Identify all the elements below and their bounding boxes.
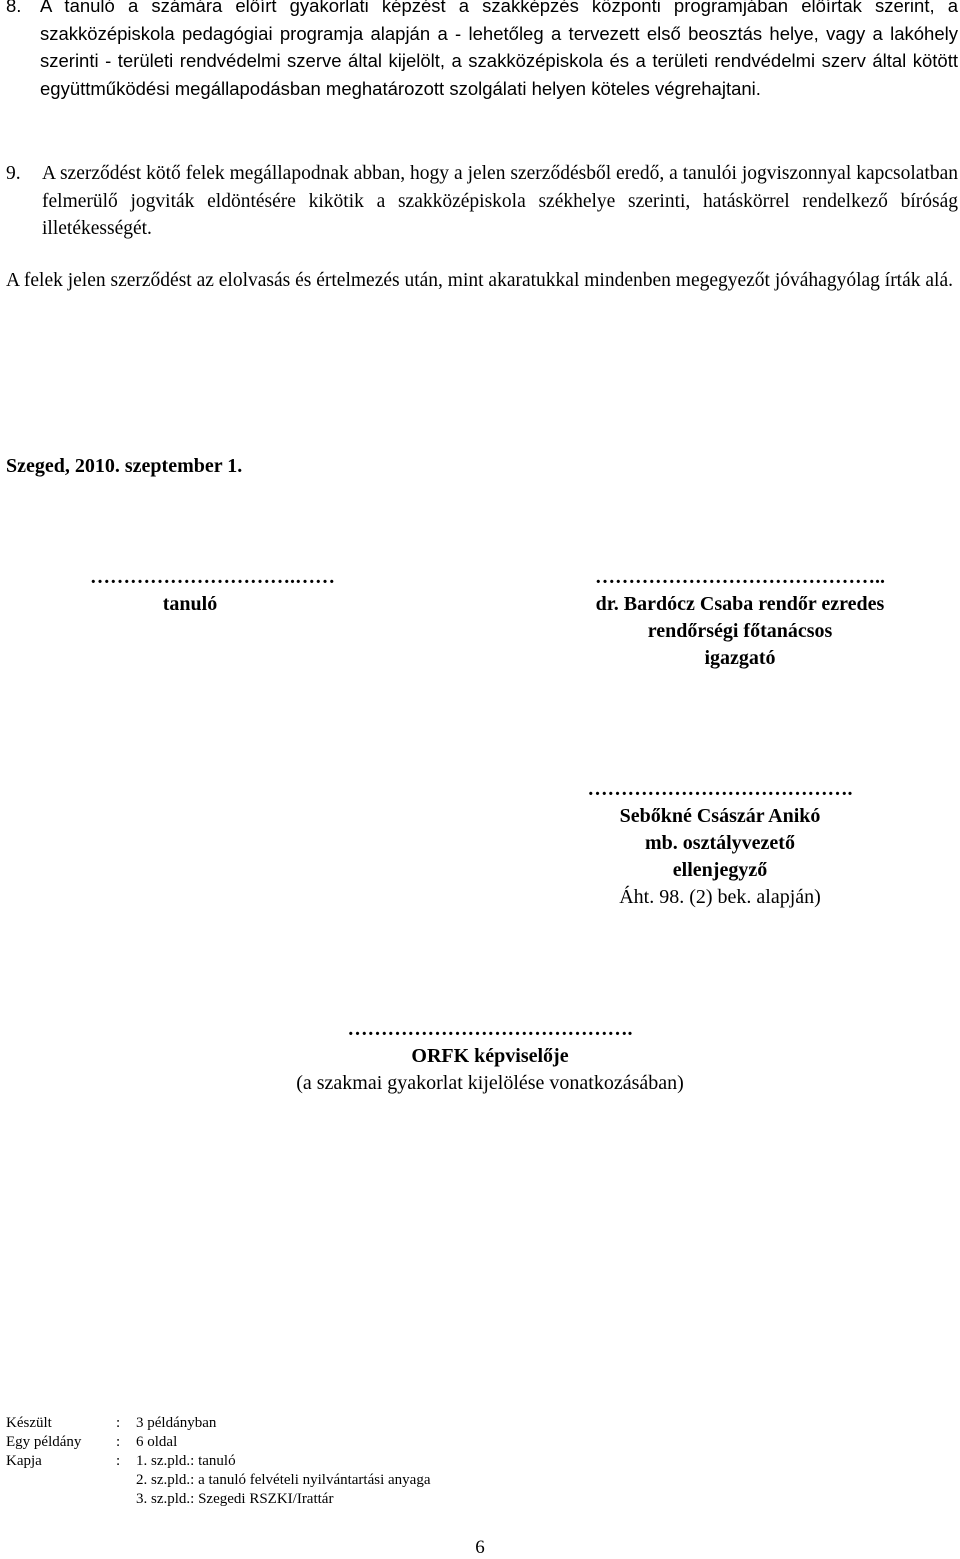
footer-value: 2. sz.pld.: a tanuló felvételi nyilvántartási anyaga bbox=[136, 1472, 431, 1488]
clause-text: A tanuló a számára előírt gyakorlati képzést a szakképzés központi programjában előírtak szerint, a szakközépiskola pedagógiai programja alapján a - lehetőleg a tervezett első beosztás helye, vagy a lakóhely szerinti - területi rendvédelmi szerve által kijelölt, a szakközépiskola és a területi rendvédelmi szerv által kötött együttműködési megállapodásban meghatározott szolgálati helyen köteles végrehajtani. bbox=[40, 0, 958, 99]
closing-statement: A felek jelen szerződést az elolvasás és értelmezés után, mint akaratukkal mindenben megegyezőt jóváhagyólag írták alá. bbox=[6, 270, 953, 291]
page-number: 6 bbox=[475, 1537, 485, 1558]
footer-row bbox=[6, 1471, 431, 1490]
footer-row bbox=[6, 1414, 431, 1433]
footer-key: Készült bbox=[6, 1415, 52, 1431]
signature-block-director bbox=[520, 564, 960, 672]
footer-key: Kapja bbox=[6, 1453, 42, 1469]
clause-text: A szerződést kötő felek megállapodnak abban, hogy a jelen szerződésből eredő, a tanulói jogviszonnyal kapcsolatban felmerülő jogviták eldöntésére kikötik a szakközépiskola székhelye szerinti, hatáskörrel rendelkező bíróság illetékességét. bbox=[42, 163, 958, 239]
distribution-footer bbox=[6, 1414, 431, 1509]
signature-line: …………………………………. bbox=[587, 778, 853, 800]
signature-line: ……………………………………. bbox=[347, 1018, 633, 1040]
footer-row bbox=[6, 1490, 431, 1509]
clause-9 bbox=[6, 160, 958, 243]
footer-key bbox=[6, 1471, 116, 1490]
footer-value: 1. sz.pld.: tanuló bbox=[136, 1453, 236, 1469]
place-and-date: Szeged, 2010. szeptember 1. bbox=[6, 455, 243, 477]
signer-name: Sebőkné Császár Anikó bbox=[619, 805, 821, 827]
footer-key bbox=[6, 1490, 116, 1509]
footer-row bbox=[6, 1452, 431, 1471]
signer-role: igazgató bbox=[704, 647, 776, 669]
footer-sep: : bbox=[116, 1453, 121, 1469]
footer-sep bbox=[116, 1490, 136, 1509]
signer-role: tanuló bbox=[162, 593, 218, 615]
signature-block-student bbox=[90, 564, 335, 618]
clause-number: 9. bbox=[6, 163, 21, 184]
signer-name: dr. Bardócz Csaba rendőr ezredes bbox=[595, 593, 885, 615]
signature-line: …………………………………….. bbox=[595, 566, 885, 588]
signature-line: ………………………….…… bbox=[90, 566, 335, 588]
signer-note: (a szakmai gyakorlat kijelölése vonatkozásában) bbox=[296, 1072, 684, 1094]
signature-block-countersign bbox=[515, 776, 925, 911]
signature-block-orfk bbox=[230, 1016, 750, 1097]
signer-rank: rendőrségi főtanácsos bbox=[647, 620, 833, 642]
footer-sep: : bbox=[116, 1434, 121, 1450]
footer-sep bbox=[116, 1471, 136, 1490]
footer-row bbox=[6, 1433, 431, 1452]
footer-sep: : bbox=[116, 1415, 121, 1431]
footer-key: Egy példány bbox=[6, 1434, 82, 1450]
legal-basis: Áht. 98. (2) bek. alapján) bbox=[619, 886, 821, 908]
footer-value: 3 példányban bbox=[136, 1415, 217, 1431]
signer-rank: mb. osztályvezető bbox=[645, 832, 795, 854]
footer-value: 6 oldal bbox=[136, 1434, 178, 1450]
footer-value: 3. sz.pld.: Szegedi RSZKI/Irattár bbox=[136, 1491, 334, 1507]
signer-name: ORFK képviselője bbox=[411, 1045, 569, 1067]
clause-number: 8. bbox=[6, 0, 22, 16]
clause-8 bbox=[6, 0, 958, 102]
signer-role: ellenjegyző bbox=[672, 859, 768, 881]
